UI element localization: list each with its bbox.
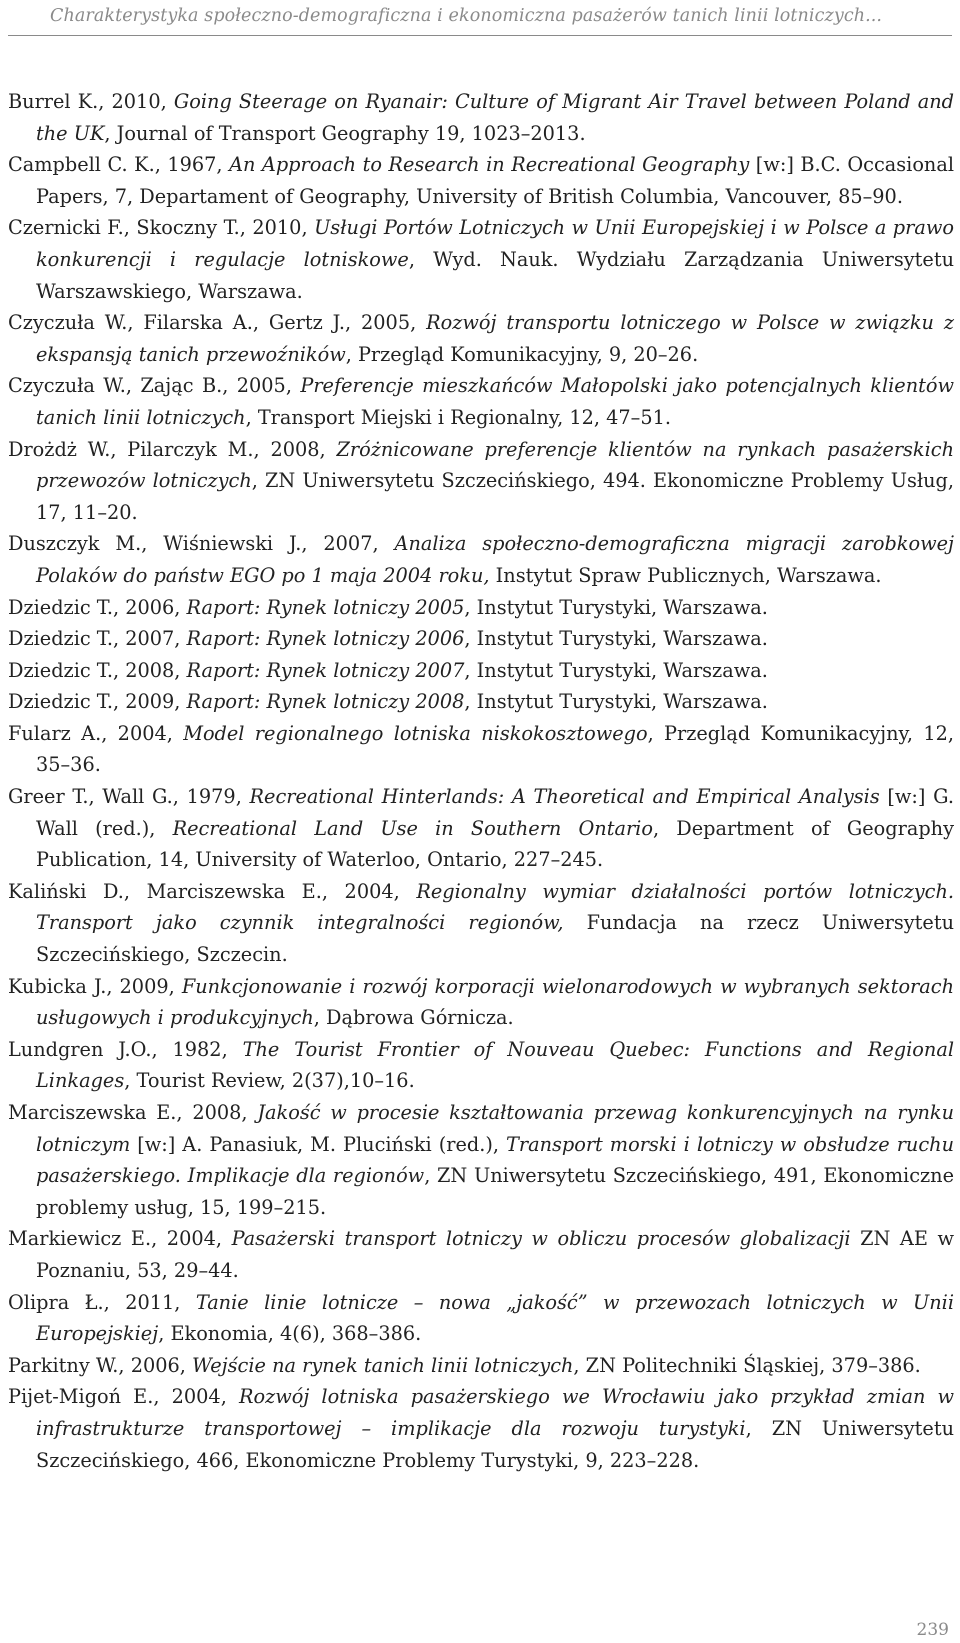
reference-entry [8, 86, 954, 149]
reference-publication-details: , Ekonomia, 4(6), 368–386. [158, 1322, 422, 1346]
reference-title: Rozwój lotniska pasażerskiego we Wrocławiu jako przykład zmian w infrastrukturze transportowej – implikacje dla rozwoju turystyki [36, 1385, 954, 1440]
reference-entry [8, 307, 954, 370]
reference-entry [8, 781, 954, 876]
reference-authors-year: Kubicka J., 2009, [8, 974, 182, 998]
reference-publication-details: Fundacja na rzecz Uniwersytetu Szczecińskiego, Szczecin. [36, 911, 954, 967]
reference-title: Usługi Portów Lotniczych w Unii Europejskiej i w Polsce a prawo konkurencji i regulacje lotniskowe [36, 216, 954, 271]
reference-publication-details: , ZN Uniwersytetu Szczecińskiego, 466, Ekonomiczne Problemy Turystyki, 9, 223–228. [36, 1416, 955, 1472]
reference-title: Rozwój transportu lotniczego w Polsce w związku z ekspansją tanich przewoźników [36, 311, 954, 366]
reference-title: Model regionalnego lotniska niskokosztowego [183, 721, 648, 745]
reference-title: Tanie linie lotnicze – nowa „jakość” w przewozach lotniczych w Unii Europejskiej [36, 1290, 954, 1346]
reference-authors-year: Fularz A., 2004, [8, 721, 184, 745]
reference-authors-year: Dziedzic T., 2006, [8, 595, 187, 619]
reference-publication-details: , Journal of Transport Geography 19, 1023–2013. [104, 121, 586, 145]
reference-entry [8, 212, 954, 307]
reference-publication-details: , Przegląd Komunikacyjny, 9, 20–26. [345, 342, 699, 366]
reference-publication-details: , Department of Geography Publication, 14, University of Waterloo, Ontario, 227–245. [36, 816, 954, 872]
reference-authors-year: Markiewicz E., 2004, [8, 1227, 232, 1251]
reference-publication-details: , Instytut Turystyki, Warszawa. [464, 658, 768, 682]
reference-editors: [w:] A. Panasiuk, M. Pluciński (red.), [130, 1132, 506, 1156]
reference-publication-details: [w:] B.C. Occasional Papers, 7, Departament of Geography, University of British Columbia, Vancouver, 85–90. [36, 153, 955, 208]
reference-title: Going Steerage on Ryanair: Culture of Migrant Air Travel between Poland and the UK [36, 90, 954, 145]
reference-title: Raport: Rynek lotniczy 2005 [186, 595, 465, 619]
reference-entry [8, 1350, 954, 1382]
reference-editors: [w:] G. Wall (red.), [36, 785, 954, 840]
reference-authors-year: Duszczyk M., Wiśniewski J., 2007, [8, 532, 395, 556]
reference-entry [8, 1223, 954, 1286]
reference-authors-year: Dziedzic T., 2008, [8, 658, 187, 682]
reference-title: Regionalny wymiar działalności portów lotniczych. Transport jako czynnik integralności regionów, [36, 879, 954, 935]
reference-authors-year: Greer T., Wall G., 1979, [8, 785, 250, 809]
reference-authors-year: Dziedzic T., 2009, [8, 690, 187, 714]
reference-authors-year: Czyczuła W., Filarska A., Gertz J., 2005, [8, 311, 427, 335]
reference-entry [8, 1097, 954, 1223]
reference-authors-year: Drożdż W., Pilarczyk M., 2008, [8, 437, 337, 461]
reference-entry [8, 528, 954, 591]
reference-publication-details: , Przegląd Komunikacyjny, 12, 35–36. [36, 721, 954, 777]
reference-authors-year: Kaliński D., Marciszewska E., 2004, [8, 879, 417, 903]
running-title: Charakterystyka społeczno-demograficzna i ekonomiczna pasażerów tanich linii lotniczych... [50, 6, 883, 26]
reference-title: Funkcjonowanie i rozwój korporacji wielonarodowych w wybranych sektorach usługowych i produkcyjnych [36, 974, 954, 1030]
reference-title: Jakość w procesie kształtowania przewag konkurencyjnych na rynku lotniczym [36, 1101, 954, 1156]
reference-authors-year: Dziedzic T., 2007, [8, 627, 187, 651]
reference-book-title: Recreational Land Use in Southern Ontario [172, 816, 653, 840]
reference-entry [8, 370, 954, 433]
reference-entry [8, 623, 954, 655]
reference-entry [8, 149, 954, 212]
reference-authors-year: Marciszewska E., 2008, [8, 1101, 258, 1124]
reference-title: The Tourist Frontier of Nouveau Quebec: Functions and Regional Linkages [36, 1037, 954, 1093]
header-divider [8, 35, 952, 36]
reference-publication-details: , Instytut Turystyki, Warszawa. [464, 627, 768, 651]
reference-entry [8, 718, 954, 781]
reference-authors-year: Pijet-Migoń E., 2004, [8, 1385, 239, 1409]
reference-publication-details: , ZN Politechniki Śląskiej, 379–386. [573, 1353, 921, 1377]
reference-authors-year: Czernicki F., Skoczny T., 2010, [8, 216, 315, 240]
page-number: 239 [916, 1620, 949, 1640]
reference-title: Raport: Rynek lotniczy 2007 [186, 658, 465, 682]
reference-publication-details: , Instytut Turystyki, Warszawa. [464, 690, 768, 714]
reference-authors-year: Lundgren J.O., 1982, [8, 1037, 243, 1061]
reference-entry [8, 434, 954, 529]
reference-title: Wejście na rynek tanich linii lotniczych [192, 1353, 574, 1377]
reference-publication-details: , ZN Uniwersytetu Szczecińskiego, 494. Ekonomiczne Problemy Usług, 17, 11–20. [36, 469, 954, 524]
reference-publication-details: ZN AE w Poznaniu, 53, 29–44. [36, 1227, 954, 1282]
reference-entry [8, 971, 954, 1034]
reference-title: Raport: Rynek lotniczy 2006 [186, 627, 465, 651]
reference-title: Raport: Rynek lotniczy 2008 [186, 690, 465, 714]
reference-title: An Approach to Research in Recreational Geography [229, 153, 750, 177]
reference-entry [8, 876, 954, 971]
reference-title: Analiza społeczno-demograficzna migracji zarobkowej Polaków do państw EGO po 1 maja 2004 roku, [36, 532, 954, 587]
reference-list [8, 86, 954, 1476]
reference-entry [8, 592, 954, 624]
reference-publication-details: , Wyd. Nauk. Wydziału Zarządzania Uniwersytetu Warszawskiego, Warszawa. [36, 247, 954, 303]
reference-entry [8, 1034, 954, 1097]
reference-publication-details: , Dąbrowa Górnicza. [313, 1006, 514, 1030]
reference-book-title: Transport morski i lotniczy w obsłudze ruchu pasażerskiego. Implikacje dla regionów [36, 1132, 954, 1188]
reference-title: Preferencje mieszkańców Małopolski jako potencjalnych klientów tanich linii lotniczych [36, 374, 954, 429]
page-header [0, 0, 960, 36]
reference-authors-year: Olipra Ł., 2011, [8, 1290, 196, 1314]
reference-title: Zróżnicowane preferencje klientów na rynkach pasażerskich przewozów lotniczych [36, 437, 954, 493]
reference-entry [8, 1287, 954, 1350]
reference-authors-year: Campbell C. K., 1967, [8, 153, 230, 177]
reference-authors-year: Parkitny W., 2006, [8, 1353, 193, 1377]
reference-entry [8, 686, 954, 718]
reference-authors-year: Burrel K., 2010, [8, 90, 174, 113]
reference-publication-details: , Instytut Turystyki, Warszawa. [464, 595, 768, 619]
reference-publication-details: Instytut Spraw Publicznych, Warszawa. [489, 563, 882, 587]
reference-authors-year: Czyczuła W., Zając B., 2005, [8, 374, 301, 398]
reference-title: Pasażerski transport lotniczy w obliczu procesów globalizacji [231, 1227, 851, 1251]
reference-entry [8, 1381, 954, 1476]
reference-title: Recreational Hinterlands: A Theoretical and Empirical Analysis [249, 785, 880, 809]
reference-entry [8, 655, 954, 687]
reference-publication-details: , Transport Miejski i Regionalny, 12, 47–51. [245, 405, 671, 429]
reference-publication-details: , Tourist Review, 2(37),10–16. [124, 1069, 415, 1093]
reference-publication-details: , ZN Uniwersytetu Szczecińskiego, 491, Ekonomiczne problemy usług, 15, 199–215. [36, 1164, 954, 1219]
